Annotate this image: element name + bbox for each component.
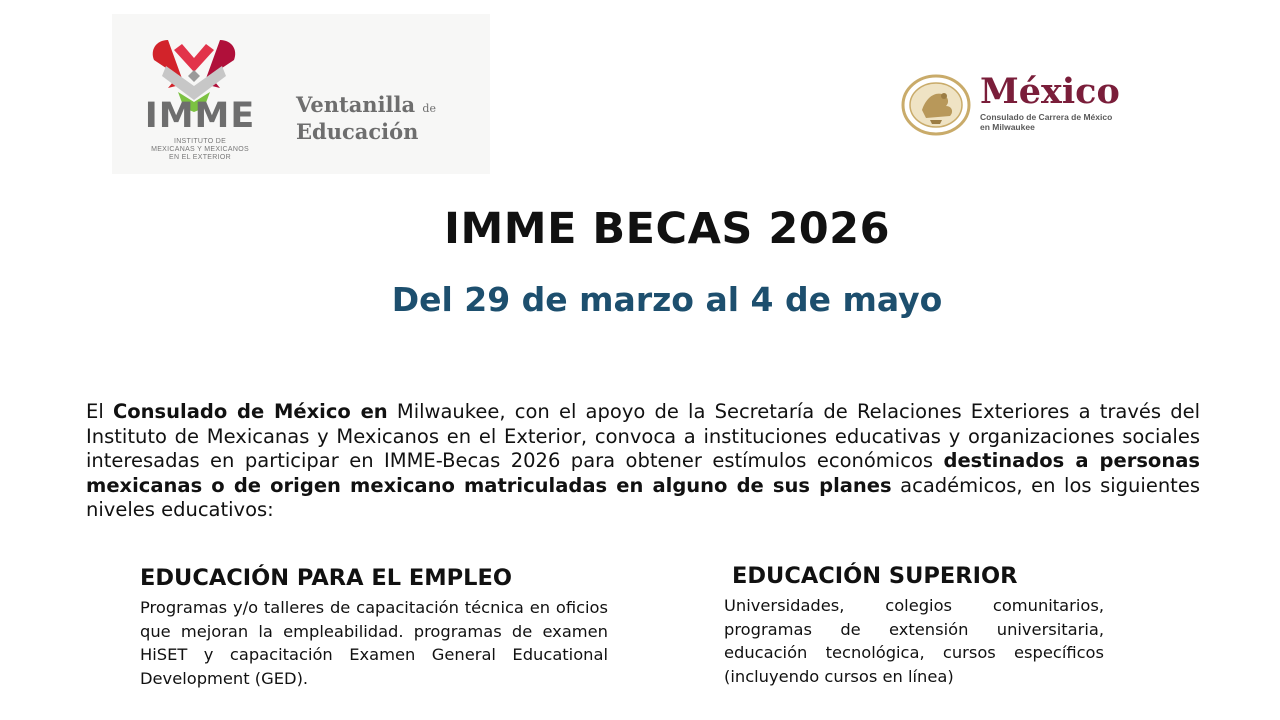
eagle-seal-icon: [900, 74, 972, 136]
imme-subtitle: [120, 138, 280, 162]
ventanilla-connector: de: [422, 102, 436, 115]
imme-subtitle-line: EN EL EXTERIOR: [169, 154, 231, 161]
imme-logo: [120, 14, 270, 174]
intro-text: El: [86, 400, 113, 423]
section-title-superior: EDUCACIÓN SUPERIOR: [732, 563, 1018, 589]
ventanilla-logo: [296, 94, 476, 144]
section-body-empleo: Programas y/o talleres de capacitación técnica en oficios que mejoran la empleabilidad. programas de examen HiSET y capacitación Examen General Educational Development (GED).: [140, 598, 608, 688]
imme-subtitle-line: MEXICANAS Y MEXICANOS: [151, 146, 249, 153]
intro-text: académicos, en los siguientes niveles educativos:: [86, 473, 1200, 521]
date-range: Del 29 de marzo al 4 de mayo: [391, 280, 943, 319]
ventanilla-line2: Educación: [296, 119, 419, 144]
mexico-consulate-logo: [900, 72, 1160, 136]
mexico-subtitle-line: en Milwaukee: [980, 122, 1035, 132]
intro-text: Milwaukee, con el apoyo de la Secretaría de Relaciones Exteriores a través del Instituto de Mexicanas y Mexicanos en el Exterior, convoca a instituciones educativas y organizaciones sociales interesadas en participar en IMME-Becas 2026 para obtener estímulos económicos: [86, 400, 1201, 472]
imme-subtitle-line: INSTITUTO DE: [173, 138, 227, 145]
intro-paragraph: [86, 400, 1200, 523]
ventanilla-line1: [296, 94, 476, 120]
imme-acronym: IMME: [144, 96, 256, 136]
mexico-title: México: [980, 71, 1120, 112]
section-title-empleo: EDUCACIÓN PARA EL EMPLEO: [140, 565, 512, 591]
ventanilla-word: Ventanilla: [296, 92, 416, 117]
imme-logo-block: [112, 14, 490, 174]
intro-bold-text: destinados a personas mexicanas o de origen mexicano matriculadas en alguno de sus planes: [86, 449, 1200, 497]
section-body-superior: Universidades, colegios comunitarios, programas de extensión universitaria, educación tecnológica, cursos específicos (incluyendo cursos en línea): [724, 596, 1104, 686]
mexico-subtitle-line: Consulado de Carrera de México: [980, 112, 1113, 122]
page-title: IMME BECAS 2026: [443, 204, 891, 254]
mexico-subtitle: [980, 112, 1170, 132]
intro-bold-text: Consulado de México en: [112, 400, 388, 423]
